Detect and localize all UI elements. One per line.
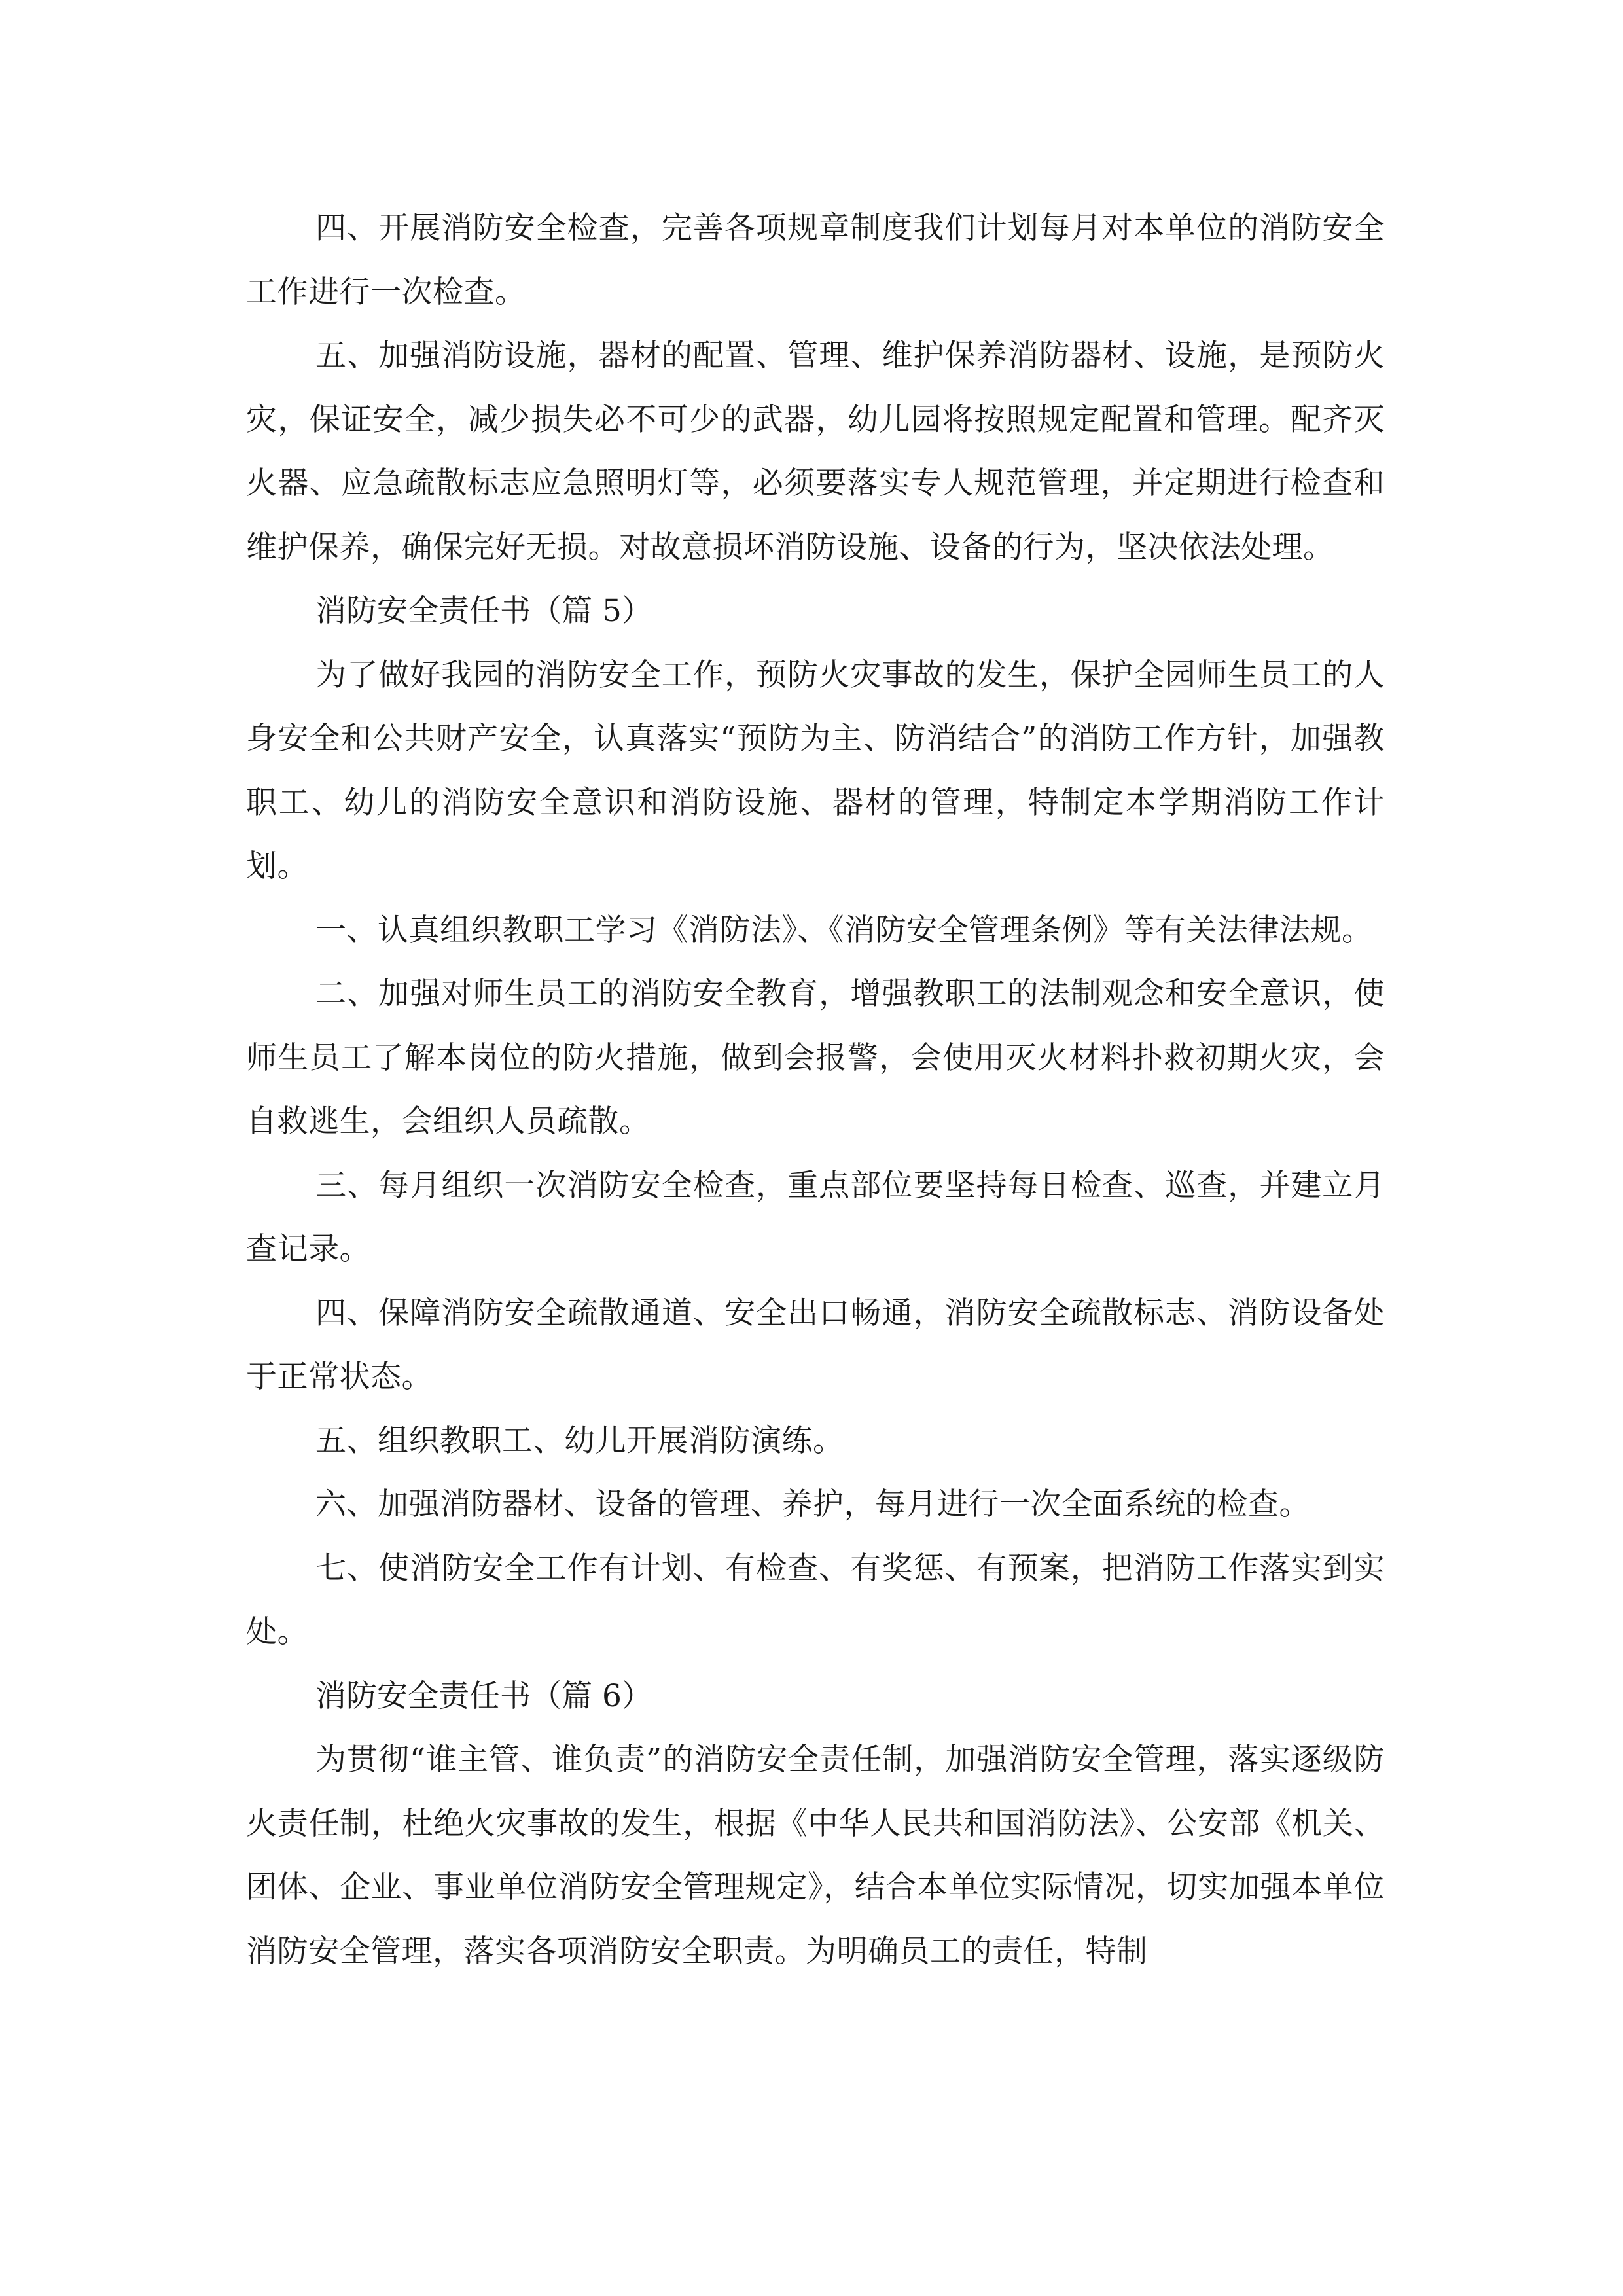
paragraph: 五、加强消防设施，器材的配置、管理、维护保养消防器材、设施，是预防火灾，保证安全，减少损失必不可少的武器，幼儿园将按照规定配置和管理。配齐灭火器、应急疏散标志应急照明灯等，必须要落实专人规范管理，并定期进行检查和维护保养，确保完好无损。对故意损坏消防设施、设备的行为，坚决依法处理。: [246, 338, 1385, 565]
paragraph: 为贯彻“谁主管、谁负责”的消防安全责任制，加强消防安全管理，落实逐级防火责任制，杜绝火灾事故的发生，根据《中华人民共和国消防法》、公安部《机关、团体、企业、事业单位消防安全管理规定》，结合本单位实际情况，切实加强本单位消防安全管理，落实各项消防安全职责。为明确员工的责任，特制: [246, 1742, 1385, 1969]
paragraph: 三、每月组织一次消防安全检查，重点部位要坚持每日检查、巡查，并建立月查记录。: [246, 1167, 1385, 1267]
paragraph: 二、加强对师生员工的消防安全教育，增强教职工的法制观念和安全意识，使师生员工了解本岗位的防火措施，做到会报警，会使用灭火材料扑救初期火灾，会自救逃生，会组织人员疏散。: [246, 976, 1385, 1139]
paragraph: 为了做好我园的消防安全工作，预防火灾事故的发生，保护全园师生员工的人身安全和公共财产安全，认真落实“预防为主、防消结合”的消防工作方针，加强教职工、幼儿的消防安全意识和消防设施、器材的管理，特制定本学期消防工作计划。: [246, 656, 1385, 884]
section-heading: 消防安全责任书（篇 6）: [315, 1677, 652, 1714]
section-heading: 消防安全责任书（篇 5）: [315, 593, 652, 629]
paragraph: 四、开展消防安全检查，完善各项规章制度我们计划每月对本单位的消防安全工作进行一次检查。: [246, 210, 1385, 310]
paragraph: 四、保障消防安全疏散通道、安全出口畅通，消防安全疏散标志、消防设备处于正常状态。: [246, 1295, 1385, 1395]
paragraph: 五、组织教职工、幼儿开展消防演练。: [315, 1422, 844, 1459]
paragraph: 一、认真组织教职工学习《消防法》、《消防安全管理条例》等有关法律法规。: [315, 912, 1373, 948]
paragraph: 七、使消防安全工作有计划、有检查、有奖惩、有预案，把消防工作落实到实处。: [246, 1550, 1385, 1650]
paragraph: 六、加强消防器材、设备的管理、养护，每月进行一次全面系统的检查。: [315, 1486, 1310, 1522]
document-page: [246, 196, 1385, 1983]
